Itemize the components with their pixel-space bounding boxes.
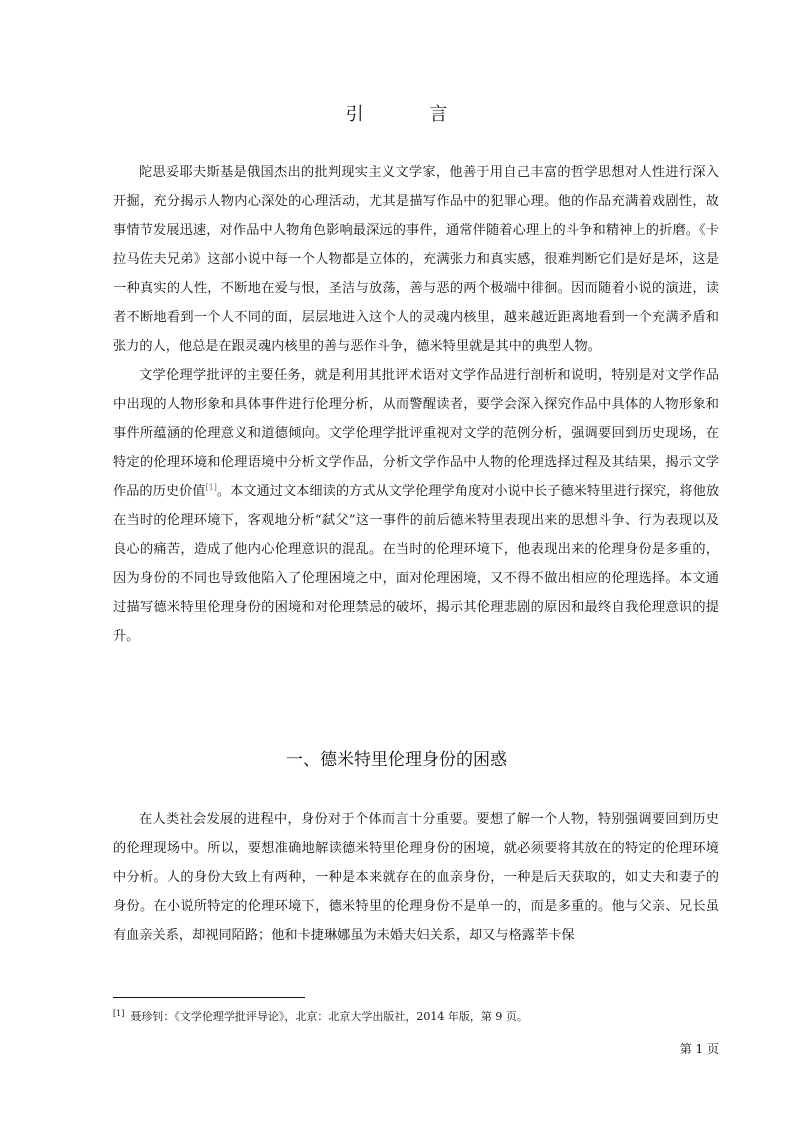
section-heading: 一、德米特里伦理身份的困惑 [286,750,507,770]
footnote [113,1008,719,1026]
footnote-text: 聂珍钊：《文学伦理学批评导论》，北京：北京大学出版社，2014 年版，第 9 页。 [130,1010,528,1023]
page-number: 第 1 页 [679,1042,719,1056]
page-title: 引 言 [345,104,478,125]
section-body [113,805,719,950]
intro-paragraph-2 [113,361,719,651]
footnote-divider [113,997,305,998]
intro-paragraph-1: 陀思妥耶夫斯基是俄国杰出的批判现实主义文学家，他善于用自己丰富的哲学思想对人性进行深入开掘，充分揭示人物内心深处的心理活动，尤其是描写作品中的犯罪心理。他的作品充满着戏剧性，故事情节发展迅速，对作品中人物角色影响最深远的事件，通常伴随着心理上的斗争和精神上的折磨。《卡拉马佐夫兄弟》这部小说中每一个人物都是立体的，充满张力和真实感，很难判断它们是好是坏，这是一种真实的人性，不断地在爱与恨，圣洁与放荡，善与恶的两个极端中徘徊。因而随着小说的演进，读者不断地看到一个人不同的面，层层地进入这个人的灵魂内核里，越来越近距离地看到一个充满矛盾和张力的人，他总是在跟灵魂内核里的善与恶作斗争，德米特里就是其中的典型人物。 [113,165,719,354]
introduction-body [113,158,719,651]
footnote-reference-mark[interactable]: [1] [205,483,217,492]
section-paragraph-1: 在人类社会发展的进程中，身份对于个体而言十分重要。要想了解一个人物，特别强调要回到历史的伦理现场中。所以，要想准确地解读德米特里伦理身份的困境，就必须要将其放在的特定的伦理环境中分析。人的身份大致上有两种，一种是本来就存在的血亲身份，一种是后天获取的，如丈夫和妻子的身份。在小说所特定的伦理环境下，德米特里的伦理身份不是单一的，而是多重的。他与父亲、兄长虽有血亲关系，却视同陌路；他和卡捷琳娜虽为未婚夫妇关系，却又与格露莘卡保 [113,812,719,943]
footnote-mark: [1] [113,1009,125,1018]
intro-paragraph-2-text-a: 文学伦理学批评的主要任务，就是利用其批评术语对文学作品进行剖析和说明，特别是对文学作品中出现的人物形象和具体事件进行伦理分析，从而警醒读者，要学会深入探究作品中具体的人物形象和事件所蕴涵的伦理意义和道德倾向。文学伦理学批评重视对文学的范例分析，强调要回到历史现场，在特定的伦理环境和伦理语境中分析文学作品，分析文学作品中人物的伦理选择过程及其结果，揭示文学作品的历史价值 [113,368,719,499]
intro-paragraph-2-text-b: 。本文通过文本细读的方式从文学伦理学角度对小说中长子德米特里进行探究，将他放在当时的伦理环境下，客观地分析“弑父”这一事件的前后德米特里表现出来的思想斗争、行为表现以及良心的痛苦，造成了他内心伦理意识的混乱。在当时的伦理环境下，他表现出来的伦理身份是多重的，因为身份的不同也导致他陷入了伦理困境之中，面对伦理困境，又不得不做出相应的伦理选择。本文通过描写德米特里伦理身份的困境和对伦理禁忌的破坏，揭示其伦理悲剧的原因和最终自我伦理意识的提升。 [113,484,720,644]
